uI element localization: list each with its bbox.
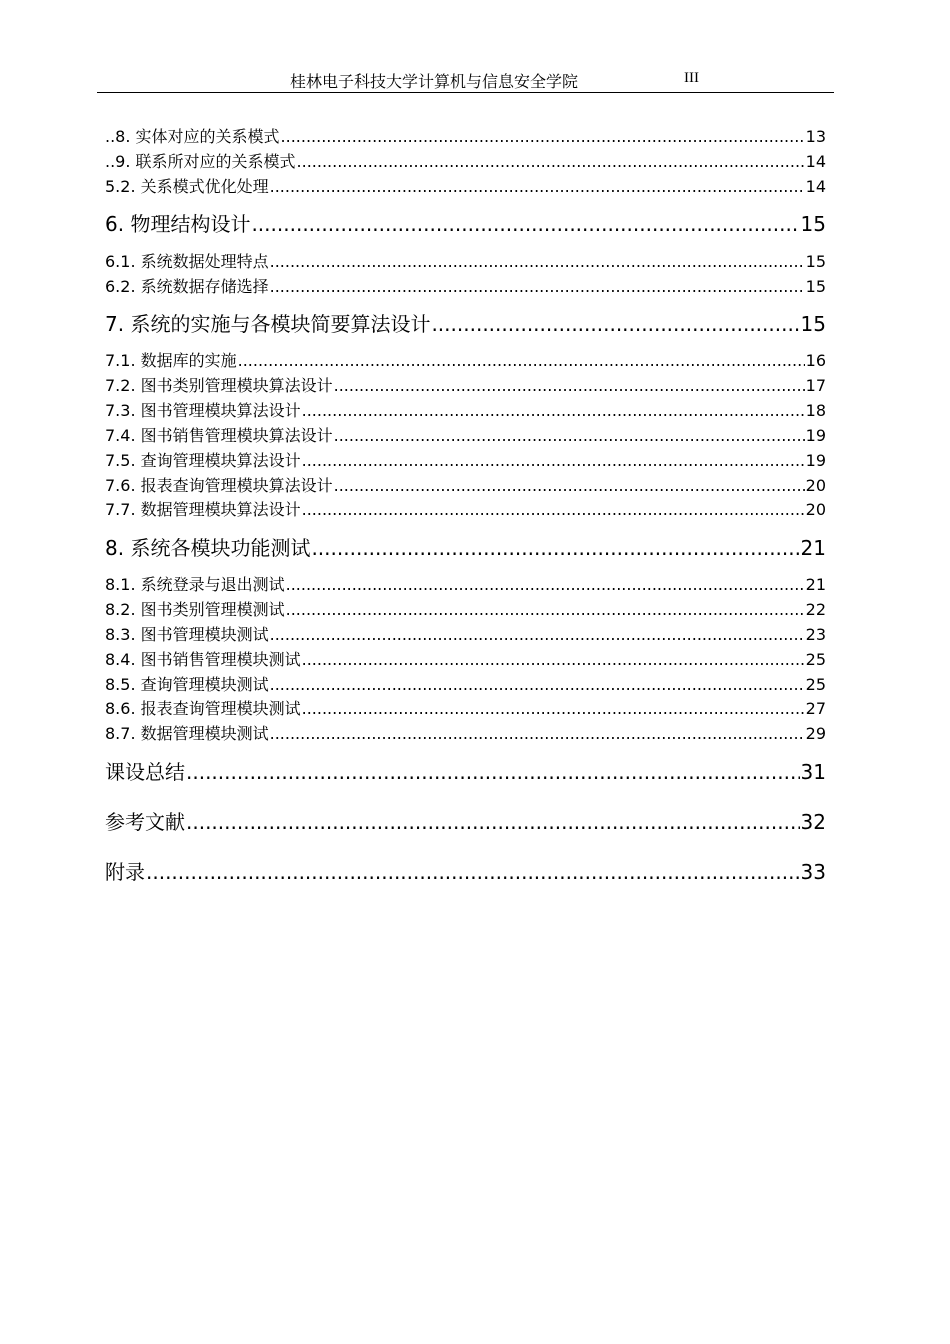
toc-entry[interactable] <box>105 254 826 270</box>
toc-entry-page: 15 <box>805 252 826 271</box>
toc-entry-text: 7.7. 数据管理模块算法设计 <box>105 500 301 519</box>
toc-entry-text: 参考文献 <box>105 810 185 834</box>
toc-leader-dots <box>270 677 805 693</box>
toc-entry-page: 23 <box>805 625 826 644</box>
toc-leader-dots <box>251 214 799 234</box>
toc-entry-text: 7.5. 查询管理模块算法设计 <box>105 451 301 470</box>
toc-entry[interactable] <box>105 214 826 234</box>
toc-leader-dots <box>286 577 805 593</box>
toc-leader-dots <box>302 701 805 717</box>
toc-entry[interactable] <box>105 812 826 832</box>
toc-entry-text: 7.2. 图书类别管理模块算法设计 <box>105 376 333 395</box>
toc-entry-page: 33 <box>800 860 826 884</box>
toc-entry-text: 7.6. 报表查询管理模块算法设计 <box>105 476 333 495</box>
toc-entry-page: 15 <box>805 277 826 296</box>
toc-leader-dots <box>270 726 805 742</box>
toc-entry-page: 20 <box>805 500 826 519</box>
toc-entry[interactable] <box>105 403 826 419</box>
toc-entry-text: 8. 系统各模块功能测试 <box>105 536 311 560</box>
toc-entry-page: 17 <box>805 376 826 395</box>
toc-entry[interactable] <box>105 314 826 334</box>
toc-entry[interactable] <box>105 627 826 643</box>
toc-leader-dots <box>334 378 805 394</box>
toc-entry-text: 附录 <box>105 860 145 884</box>
toc-entry-page: 15 <box>800 212 826 236</box>
toc-entry[interactable] <box>105 428 826 444</box>
toc-entry-text: 8.1. 系统登录与退出测试 <box>105 575 285 594</box>
toc-entry-page: 22 <box>805 600 826 619</box>
toc-leader-dots <box>302 453 805 469</box>
toc-entry-page: 31 <box>800 760 826 784</box>
toc-entry-text: 8.7. 数据管理模块测试 <box>105 724 269 743</box>
toc-leader-dots <box>281 129 805 145</box>
toc-leader-dots <box>270 179 805 195</box>
toc-entry-text: 6.2. 系统数据存储选择 <box>105 277 269 296</box>
toc-entry[interactable] <box>105 453 826 469</box>
toc-entry-text: 7. 系统的实施与各模块简要算法设计 <box>105 312 431 336</box>
toc-entry[interactable] <box>105 652 826 668</box>
toc-entry[interactable] <box>105 502 826 518</box>
toc-entry-text: 7.4. 图书销售管理模块算法设计 <box>105 426 333 445</box>
toc-entry-text: 课设总结 <box>105 760 185 784</box>
toc-entry-text: 7.3. 图书管理模块算法设计 <box>105 401 301 420</box>
toc-entry[interactable] <box>105 378 826 394</box>
toc-entry-text: 6. 物理结构设计 <box>105 212 251 236</box>
toc-entry-text: ..8. 实体对应的关系模式 <box>105 127 280 146</box>
toc-leader-dots <box>286 602 805 618</box>
toc-entry-page: 21 <box>800 536 826 560</box>
header-title: 桂林电子科技大学计算机与信息安全学院 <box>290 72 579 91</box>
toc-entry[interactable] <box>105 353 826 369</box>
toc-leader-dots <box>270 279 805 295</box>
toc-leader-dots <box>146 862 800 882</box>
toc-leader-dots <box>302 652 805 668</box>
toc-entry-page: 14 <box>805 177 826 196</box>
toc-leader-dots <box>334 428 805 444</box>
toc-leader-dots <box>270 254 805 270</box>
toc-entry-page: 13 <box>805 127 826 146</box>
toc-entry-page: 27 <box>805 699 826 718</box>
toc-entry[interactable] <box>105 538 826 558</box>
toc-entry[interactable] <box>105 129 826 145</box>
toc-entry-page: 25 <box>805 675 826 694</box>
toc-entry-page: 20 <box>805 476 826 495</box>
toc-leader-dots <box>186 762 800 782</box>
toc-entry-text: 7.1. 数据库的实施 <box>105 351 237 370</box>
page-header <box>97 64 834 93</box>
toc-entry-text: 8.4. 图书销售管理模块测试 <box>105 650 301 669</box>
toc-leader-dots <box>186 812 800 832</box>
toc-entry[interactable] <box>105 602 826 618</box>
toc-leader-dots <box>238 353 805 369</box>
toc-entry-page: 14 <box>805 152 826 171</box>
toc-leader-dots <box>311 538 799 558</box>
toc-leader-dots <box>270 627 805 643</box>
toc-entry[interactable] <box>105 179 826 195</box>
toc-entry-page: 18 <box>805 401 826 420</box>
toc-entry-text: ..9. 联系所对应的关系模式 <box>105 152 296 171</box>
toc-leader-dots <box>431 314 799 334</box>
toc-entry-text: 6.1. 系统数据处理特点 <box>105 252 269 271</box>
toc-entry[interactable] <box>105 762 826 782</box>
toc-entry-page: 19 <box>805 426 826 445</box>
toc-entry[interactable] <box>105 478 826 494</box>
toc-entry-page: 19 <box>805 451 826 470</box>
toc-leader-dots <box>302 403 805 419</box>
toc-entry-text: 8.3. 图书管理模块测试 <box>105 625 269 644</box>
toc-entry-page: 15 <box>800 312 826 336</box>
toc-leader-dots <box>297 154 805 170</box>
toc-entry-page: 25 <box>805 650 826 669</box>
toc-entry-page: 16 <box>805 351 826 370</box>
toc-entry[interactable] <box>105 279 826 295</box>
toc-leader-dots <box>302 502 805 518</box>
toc-entry-text: 8.5. 查询管理模块测试 <box>105 675 269 694</box>
toc-entry-page: 32 <box>800 810 826 834</box>
toc-entry-text: 8.6. 报表查询管理模块测试 <box>105 699 301 718</box>
toc-entry[interactable] <box>105 862 826 882</box>
toc-entry[interactable] <box>105 154 826 170</box>
toc-entry-text: 5.2. 关系模式优化处理 <box>105 177 269 196</box>
header-page-number: III <box>684 70 699 86</box>
toc-entry[interactable] <box>105 726 826 742</box>
toc-leader-dots <box>334 478 805 494</box>
toc-entry-page: 29 <box>805 724 826 743</box>
toc-entry-page: 21 <box>805 575 826 594</box>
toc-entry[interactable] <box>105 677 826 693</box>
toc-entry-text: 8.2. 图书类别管理模测试 <box>105 600 285 619</box>
toc-entry[interactable] <box>105 701 826 717</box>
toc-entry[interactable] <box>105 577 826 593</box>
